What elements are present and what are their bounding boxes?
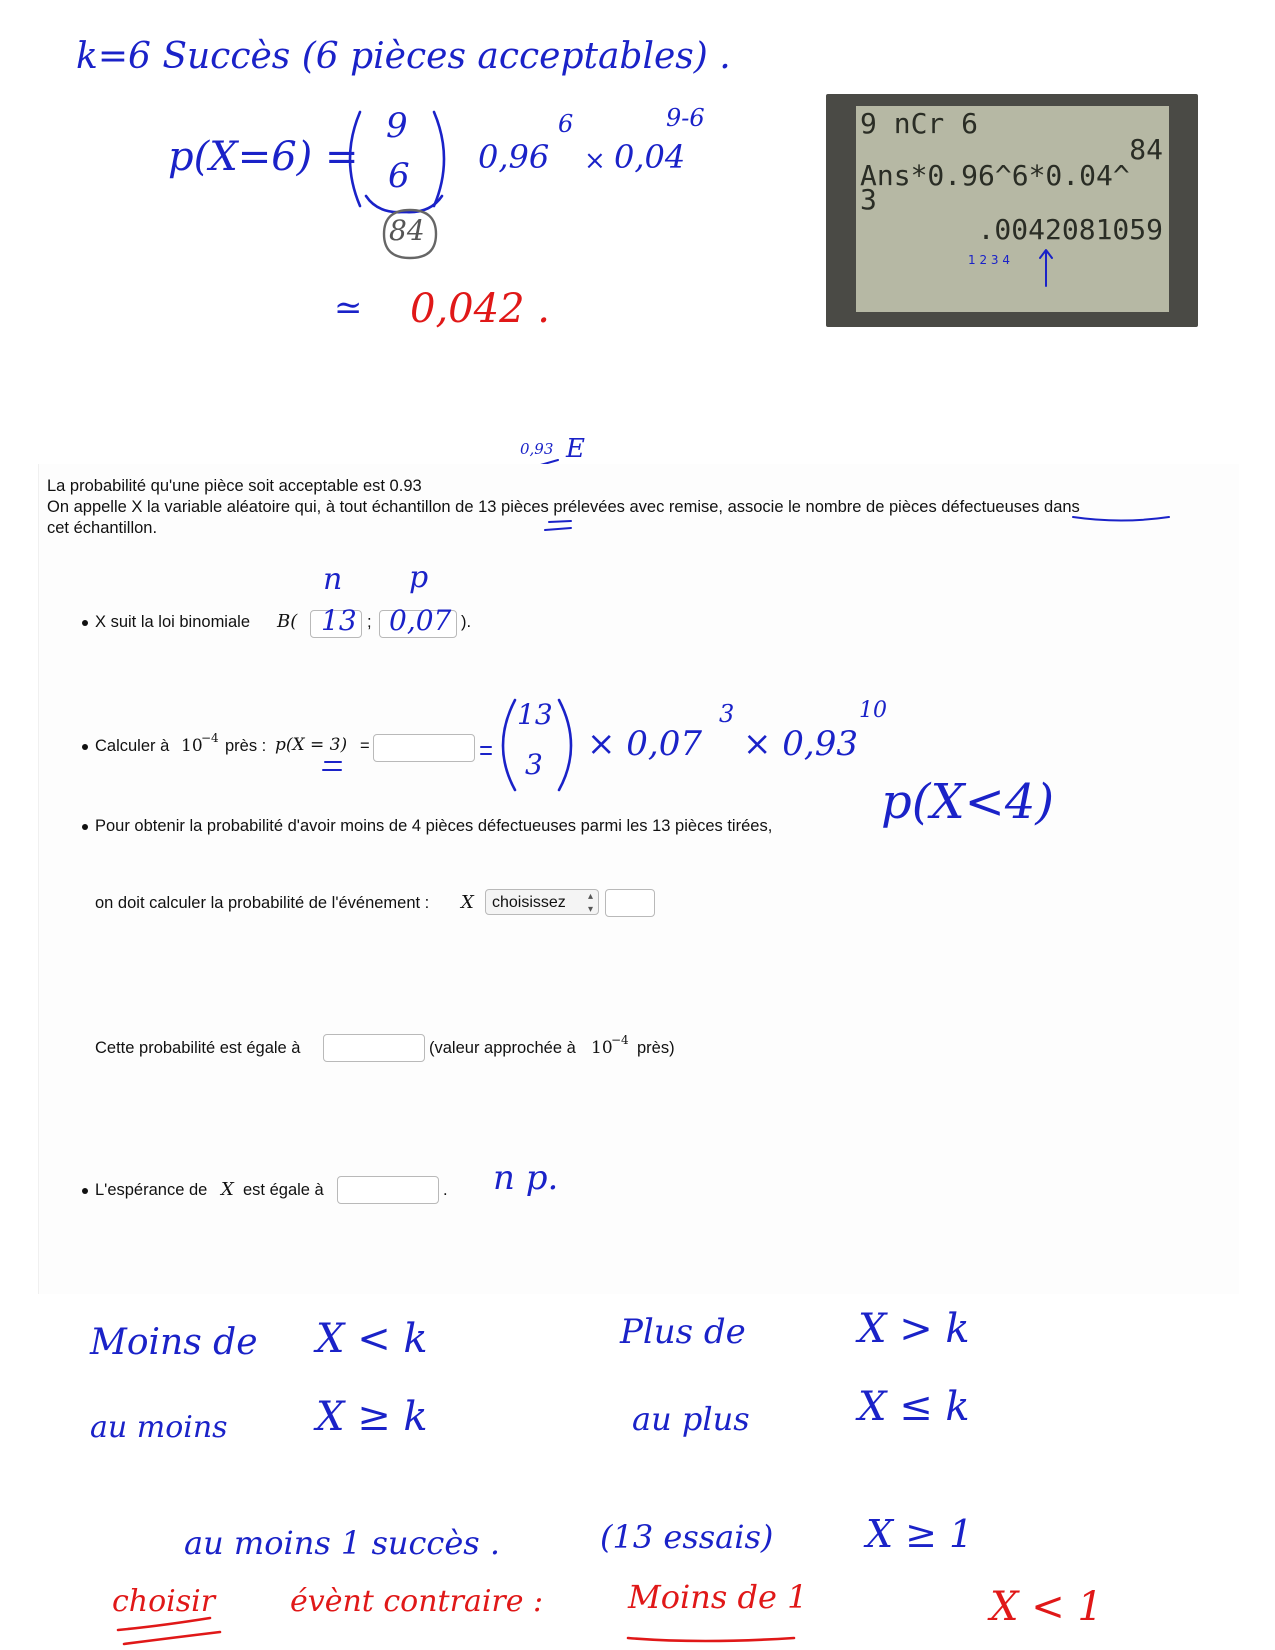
q2-hw-factor-a: × 0,07 xyxy=(587,724,702,764)
rule-au-moins: au moins xyxy=(90,1410,228,1445)
q5-answer-input[interactable] xyxy=(337,1176,439,1204)
q1-separator: ; xyxy=(367,613,372,631)
note-p-label: p(X=6) = xyxy=(168,134,359,180)
approx-sign: ≃ xyxy=(334,288,363,328)
q2-eq: = xyxy=(360,737,370,755)
calc-line-5: .0042081059 xyxy=(977,213,1163,246)
q2-hw-exp-b: 10 xyxy=(859,698,887,723)
tree-top-prob: 0,93 xyxy=(520,440,554,458)
q2-text: Calculer à xyxy=(95,737,170,755)
q3-line2: on doit calculer la probabilité de l'événement : xyxy=(95,894,430,912)
q3-text: Pour obtenir la probabilité d'avoir moins de 4 pièces défectueuses parmi les 13 pièces tirées, xyxy=(95,817,773,835)
q3-select-value: choisissez xyxy=(492,894,566,911)
note-84: 84 xyxy=(389,214,425,247)
intro-line-2: On appelle X la variable aléatoire qui, à tout échantillon de 13 pièces prélevées avec remise, associe le nombre de pièces défectueuses dans xyxy=(47,498,1080,516)
note-13-essais: (13 essais) xyxy=(600,1518,774,1556)
q5-dot: . xyxy=(443,1181,448,1199)
note-x-lt-1: X < 1 xyxy=(990,1584,1103,1630)
factor-004: 0,04 xyxy=(614,138,686,176)
q3-event-select[interactable] xyxy=(485,889,599,915)
red-underlines xyxy=(0,1610,1275,1650)
calculator-screenshot xyxy=(826,94,1198,327)
exp-9-6: 9-6 xyxy=(666,104,705,132)
q2-pow: 10 xyxy=(181,736,203,756)
q1-text: X suit la loi binomiale xyxy=(95,613,250,631)
q5-text: L'espérance de xyxy=(95,1181,208,1199)
note-x-ge-1: X ≥ 1 xyxy=(866,1512,974,1556)
calculator-lcd xyxy=(856,106,1169,312)
q4-end: près) xyxy=(637,1039,675,1057)
q4-exp: −4 xyxy=(611,1033,629,1047)
bullet-q3 xyxy=(82,824,88,830)
times-sign: × xyxy=(584,146,606,176)
note-au-moins-1: au moins 1 succès . xyxy=(184,1524,501,1562)
q4-text: Cette probabilité est égale à xyxy=(95,1039,301,1057)
approx-value: 0,042 . xyxy=(410,286,550,332)
q2-hw-exp-a: 3 xyxy=(719,700,735,728)
q1-close: ). xyxy=(461,613,472,631)
binom-top: 9 xyxy=(386,106,408,146)
rule-x-gt-k: X > k xyxy=(858,1306,970,1352)
q2-exp: −4 xyxy=(201,731,219,745)
intro-line-1: La probabilité qu'une pièce soit acceptable est 0.93 xyxy=(47,477,422,495)
q5-rest: est égale à xyxy=(243,1181,324,1199)
q2-hw-binom-top: 13 xyxy=(517,698,553,731)
q2-expr: p(X = 3) xyxy=(275,735,348,755)
rule-moins-de: Moins de xyxy=(90,1322,258,1363)
note-evt-contraire: évènt contraire : xyxy=(290,1584,544,1619)
q2-hw-factor-b: × 0,93 xyxy=(743,724,858,764)
intro-line-3: cet échantillon. xyxy=(47,519,158,537)
chevron-updown-icon: ▴ ▾ xyxy=(587,891,593,915)
binom-bottom: 6 xyxy=(388,156,410,196)
q1-n-label: n xyxy=(323,562,343,597)
q4-answer-input[interactable] xyxy=(323,1034,425,1062)
q3-value-input[interactable] xyxy=(605,889,655,917)
q5-var: X xyxy=(221,1179,234,1200)
note-moins-de-1: Moins de 1 xyxy=(628,1578,808,1616)
exercise-panel xyxy=(38,464,1239,1294)
factor-096: 0,96 xyxy=(478,138,550,176)
calc-line-1: 9 nCr 6 xyxy=(860,107,979,140)
rule-plus-de: Plus de xyxy=(620,1312,746,1352)
q3-hw-note: p(X<4) xyxy=(881,774,1055,830)
rule-x-ge-k: X ≥ k xyxy=(316,1394,428,1440)
q2-rest: près : xyxy=(225,737,267,755)
rule-au-plus: au plus xyxy=(632,1400,750,1438)
calc-line-2: 84 xyxy=(1129,133,1163,166)
calc-digit-marks: 1 2 3 4 xyxy=(968,253,1010,267)
note-choisir: choisir xyxy=(112,1584,216,1619)
q3-var: X xyxy=(461,892,474,913)
q1-p-label: p xyxy=(409,560,429,595)
calc-line-3: Ans*0.96^6*0.04^ xyxy=(860,159,1130,192)
q4-after: (valeur approchée à xyxy=(429,1039,576,1057)
q4-pow: 10 xyxy=(591,1038,613,1058)
q1-p-value: 0,07 xyxy=(389,604,452,637)
bullet-q5 xyxy=(82,1188,88,1194)
calc-arrow xyxy=(1036,246,1056,288)
rule-x-lt-k: X < k xyxy=(316,1316,428,1362)
exp-6: 6 xyxy=(558,110,574,138)
q2-hw-binom-bottom: 3 xyxy=(525,748,543,781)
q1-n-value: 13 xyxy=(321,604,357,637)
note-k-line: k=6 Succès (6 pièces acceptables) . xyxy=(76,36,731,77)
q5-hw-note: n p. xyxy=(493,1158,559,1198)
calc-line-4: 3 xyxy=(860,183,877,216)
rule-x-le-k: X ≤ k xyxy=(858,1384,970,1430)
q1-binom-B: B( xyxy=(277,611,298,632)
tree-top-label: E xyxy=(566,434,585,464)
